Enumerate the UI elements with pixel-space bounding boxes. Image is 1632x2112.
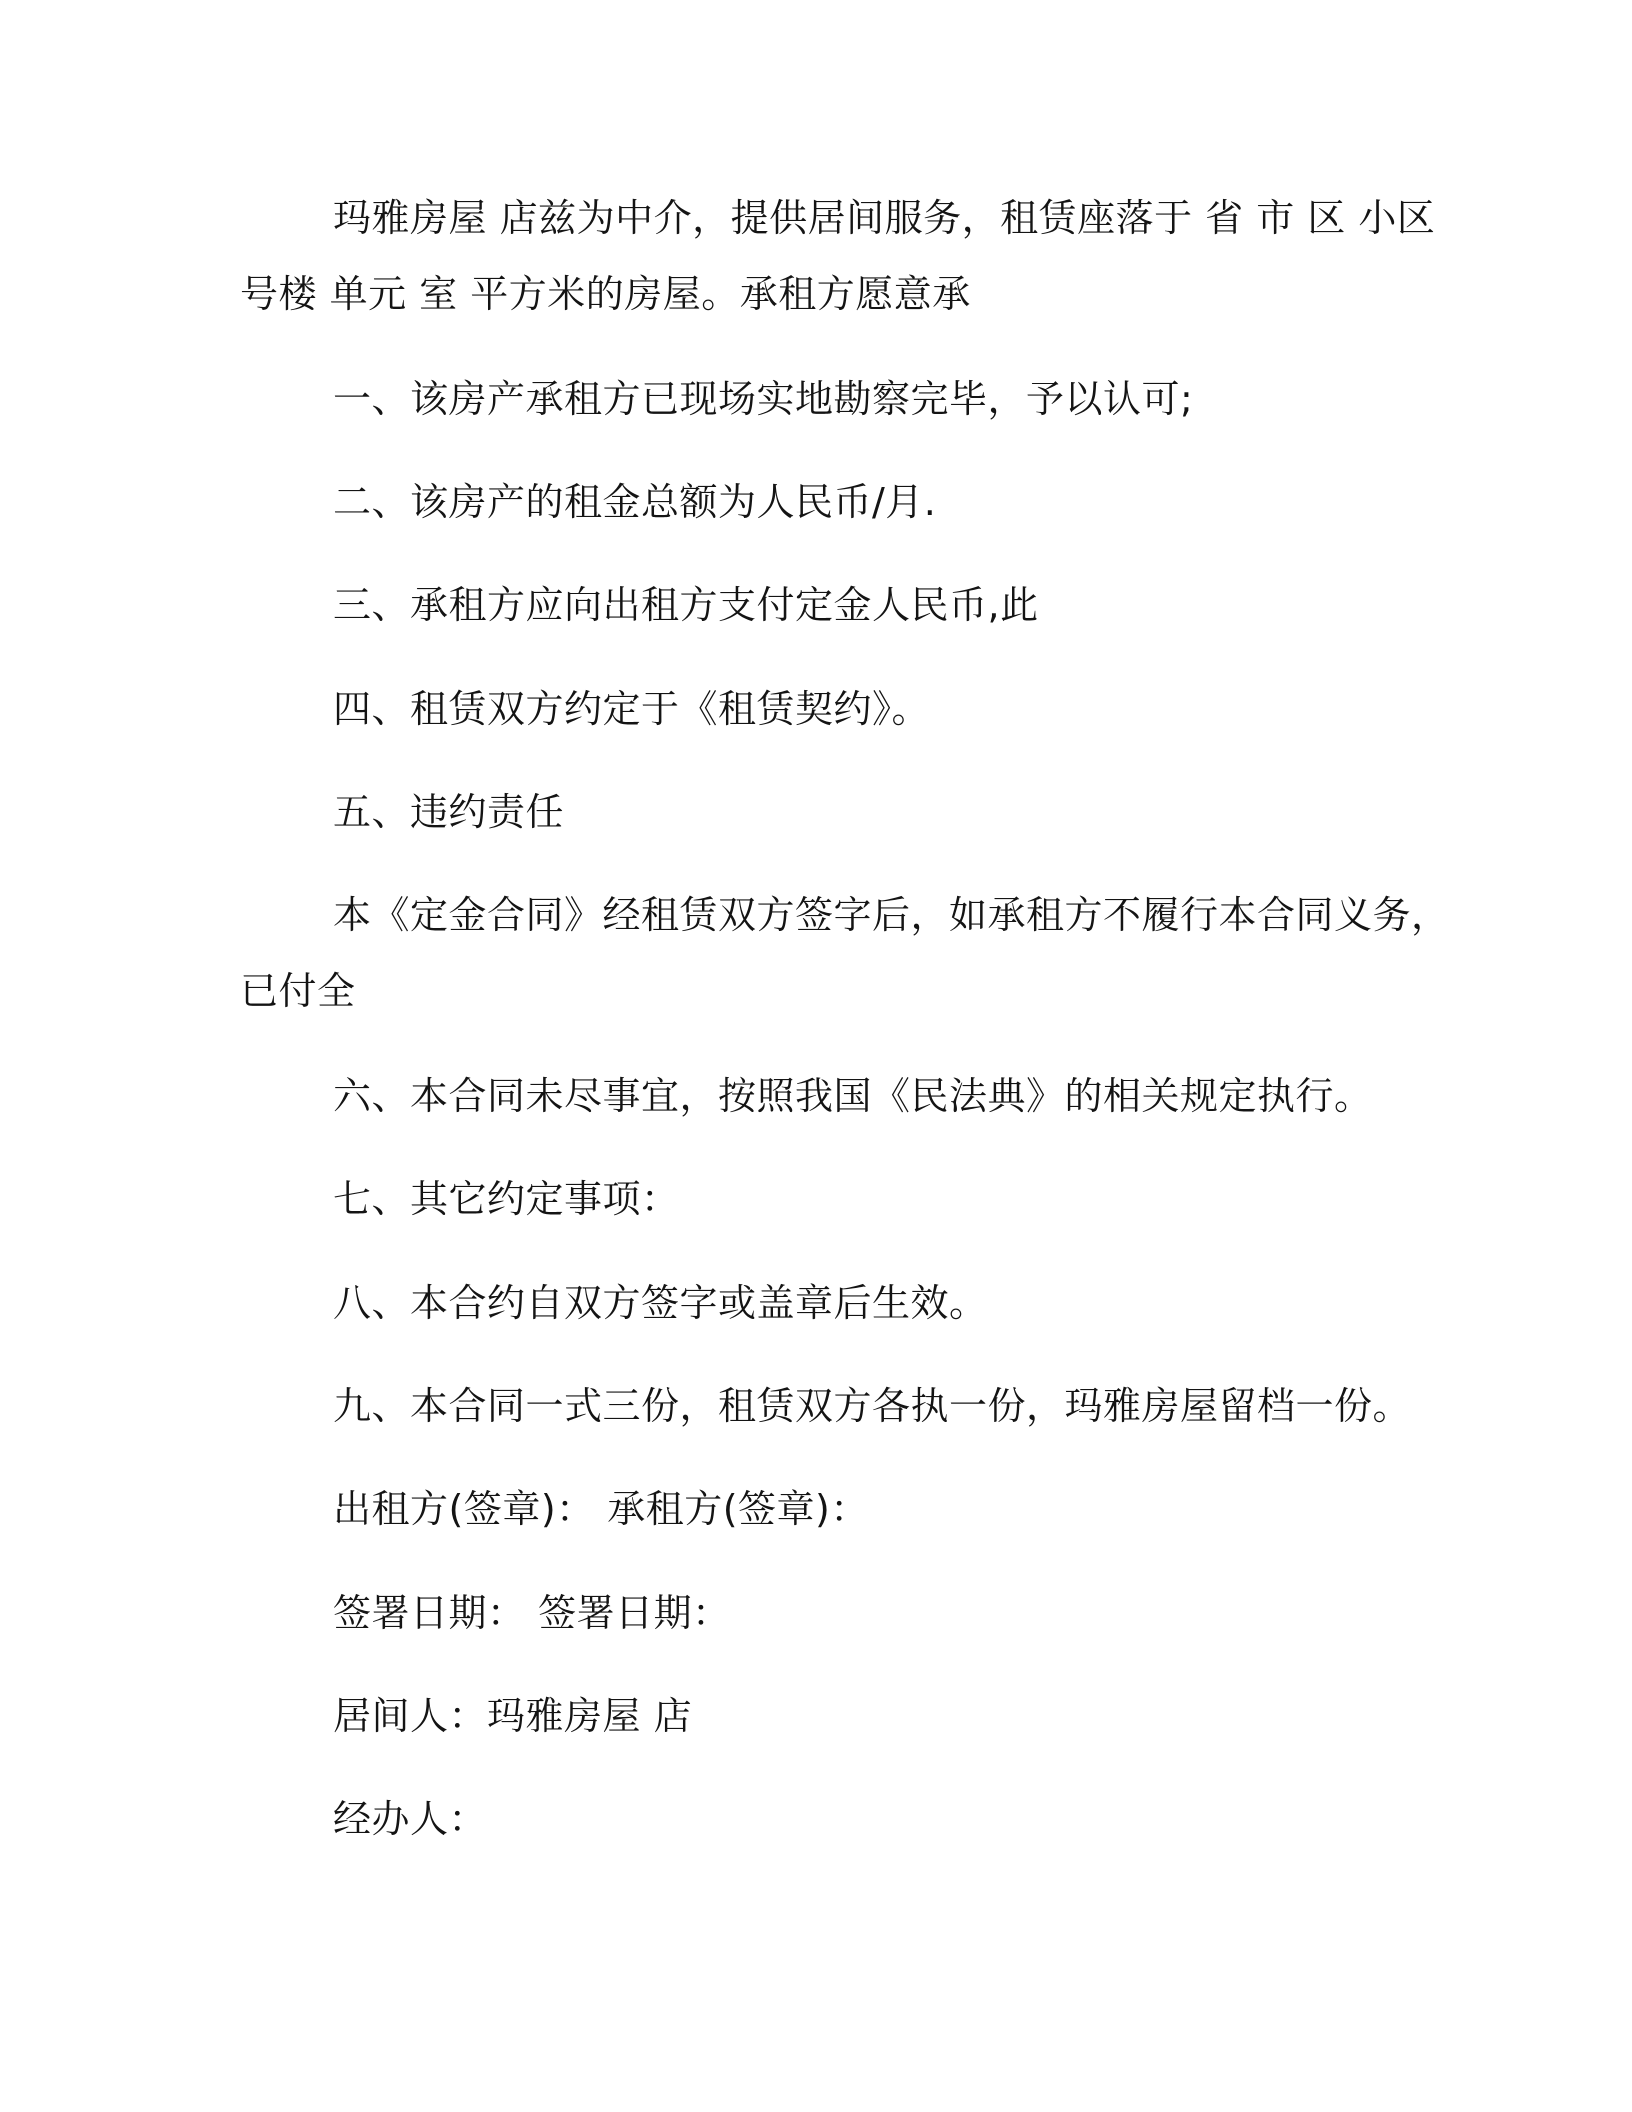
signature-dates: 签署日期： 签署日期： (333, 1591, 731, 1635)
intro-line-2: 号楼 单元 室 平方米的房屋。承租方愿意承 (240, 272, 971, 316)
breach-line-1: 本《定金合同》经租赁双方签字后，如承租方不履行本合同义务， (333, 893, 1450, 937)
breach-line-2: 已付全 (240, 969, 356, 1013)
clause-5: 五、违约责任 (333, 790, 565, 834)
handler-line: 经办人： (333, 1797, 488, 1841)
signature-parties: 出租方(签章)： 承租方(签章)： (333, 1487, 869, 1531)
clause-6: 六、本合同未尽事宜，按照我国《民法典》的相关规定执行。 (333, 1074, 1373, 1118)
clause-9: 九、本合同一式三份，租赁双方各执一份，玛雅房屋留档一份。 (333, 1384, 1412, 1428)
intermediary-line: 居间人：玛雅房屋 店 (333, 1694, 693, 1738)
intro-line-1: 玛雅房屋 店兹为中介，提供居间服务，租赁座落于 省 市 区 小区 (333, 196, 1436, 240)
clause-2: 二、该房产的租金总额为人民币/月. (333, 480, 937, 524)
clause-8: 八、本合约自双方签字或盖章后生效。 (333, 1281, 988, 1325)
clause-4: 四、租赁双方约定于《租赁契约》。 (333, 687, 931, 731)
clause-3: 三、承租方应向出租方支付定金人民币,此 (333, 583, 1039, 627)
clause-7: 七、其它约定事项： (333, 1177, 680, 1221)
clause-1: 一、该房产承租方已现场实地勘察完毕，予以认可; (333, 377, 1194, 421)
